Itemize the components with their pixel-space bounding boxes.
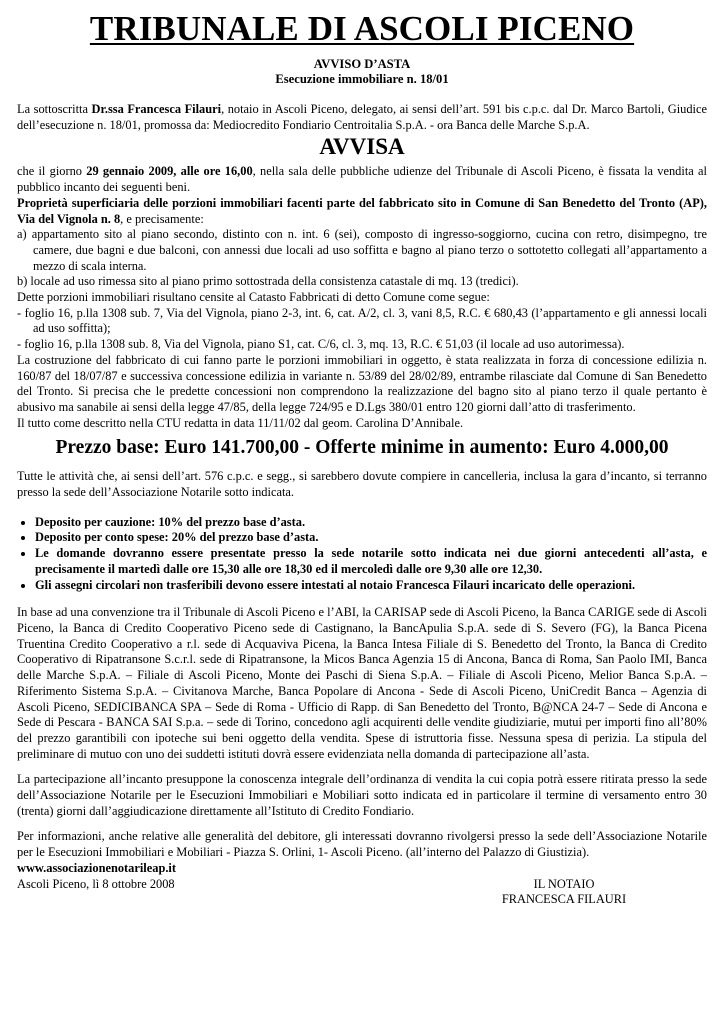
court-title: TRIBUNALE DI ASCOLI PICENO: [89, 9, 635, 48]
property-item-a: a) appartamento sito al piano secondo, distinto con n. int. 6 (sei), composto di ingresso-soggiorno, cucina con retro, disimpegno, tre camere, due bagni e due balconi, con annessi due locali ad uso soffitta e bagno al piano terzo o sottotetto collegati all’appartamento a mezzo di scala interna.: [17, 227, 707, 273]
base-price-heading: Prezzo base: Euro 141.700,00 - Offerte minime in aumento: Euro 4.000,00: [55, 437, 669, 459]
avvisa-heading: AVVISA: [319, 134, 405, 160]
list-item: • Gli assegni circolari non trasferibili devono essere intestati al notaio Francesca Filauri incaricato delle operazioni.: [35, 578, 707, 594]
property-item-b: b) locale ad uso rimessa sito al piano primo sottostrada della consistenza catastale di mq. 13 (tredici).: [17, 274, 519, 289]
list-item: • Deposito per conto spese: 20% del prezzo base d’asta.: [35, 530, 707, 546]
intro-paragraph: La sottoscritta Dr.ssa Francesca Filauri, notaio in Ascoli Piceno, delegato, ai sensi dell’art. 591 bis c.p.c. dal Dr. Marco Bartoli, Giudice dell’esecuzione n. 18/01, promossa da: Mediocredito Fondiario Centroitalia S.p.A. - ora Banca delle Marche S.p.A.: [17, 102, 707, 132]
signature-name: FRANCESCA FILAURI: [501, 892, 627, 907]
information-paragraph: Per informazioni, anche relative alle generalità del debitore, gli interessati dovranno rivolgersi presso la sede dell’Associazione Notarile per le Esecuzioni Immobiliari e Mobiliari - Piazza S. Orlini, 1- Ascoli Piceno. (all’interno del Palazzo di Giustizia).: [17, 829, 707, 860]
list-item: • Deposito per cauzione: 10% del prezzo base d’asta.: [35, 515, 707, 531]
participation-paragraph: La partecipazione all’incanto presuppone la conoscenza integrale dell’ordinanza di vendita la cui copia potrà essere ritirata presso la sede dell’Associazione Notarile per le Esecuzioni Immobiliari e Mobiliari sotto indicata ed in particolare il termine di versamento entro 30 (trenta) giorni dall’aggiudicazione direttamente all’Istituto di Credito Fondiario.: [17, 772, 707, 818]
construction-paragraph: La costruzione del fabbricato di cui fanno parte le porzioni immobiliari in oggetto, è stata realizzata in forza di concessione edilizia n. 160/87 del 18/07/87 e successiva concessione edilizia in variante n. 53/89 del 28/02/89, entrambe rilasciate dal Comune di San Benedetto del Tronto. Si precisa che le predette concessioni non comprendono la realizzazione del bagno sito al piano terzo il quale pertanto è abusivo ma sanabile ai sensi della legge 47/85, della legge 724/95 e D.Lgs 380/01 entro 120 giorni dall’atto di trasferimento.: [17, 352, 707, 414]
ctu-paragraph: Il tutto come descritto nella CTU redatta in data 11/11/02 dal geom. Carolina D’Annibale.: [17, 415, 464, 430]
property-description: Proprietà superficiaria delle porzioni immobiliari facenti parte del fabbricato sito in Comune di San Benedetto del Tronto (AP), Via del Vignola n. 8: [17, 195, 707, 226]
signature-block: [479, 877, 649, 908]
catasto-entry-2: - foglio 16, p.lla 1308 sub. 8, Via del Vignola, piano S1, cat. C/6, cl. 3, mq. 13, R.C. € 51,03 (il locale ad uso autorimessa).: [17, 337, 625, 352]
website-link[interactable]: www.associazionenotarileap.it: [17, 860, 177, 875]
notice-subtitle: AVVISO D’ASTA: [313, 57, 411, 71]
list-item: • Le domande dovranno essere presentate presso la sede notarile sotto indicata nei due giorni antecedenti all’asta, e precisamente il martedì dalle ore 15,30 alle ore 18,30 ed il mercoledì dalle ore 9,30 alle ore 12,30.: [35, 546, 707, 577]
place-date: Ascoli Piceno, lì 8 ottobre 2008: [17, 876, 175, 891]
property-paragraph: Proprietà superficiaria delle porzioni immobiliari facenti parte del fabbricato sito in Comune di San Benedetto del Tronto (AP), Via del Vignola n. 8, e precisamente:: [17, 195, 707, 226]
agreement-paragraph: In base ad una convenzione tra il Tribunale di Ascoli Piceno e l’ABI, la CARISAP sede di Ascoli Piceno, la Banca CARIGE sede di Ascoli Piceno, la Banca di Credito Cooperativo Piceno sede di Castignano, la BancApulia S.p.A. sede di S. Severo (FG), la Banca Picena Truentina Credito Cooperativo a r.l. sede di Acquaviva Picena, la Banca Intesa Filiale di S. Benedetto del Tronto, la Banca di Credito Cooperativo di Ripatransone S.c.r.l. sede di Ripatransone, la Micos Banca Agenzia 15 di Ancona, Banca di Roma, San Paolo IMI, Banca delle Marche S.p.A. – Filiale di Ascoli Piceno, Monte dei Paschi di Siena S.p.A. – Filiale di Ascoli Piceno, Melior Banca S.p.A. – Riferimento Sistema S.p.A. – Civitanova Marche, Banca Popolare di Ancona - Sede di Ascoli Piceno, UniCredit Banca – Agenzia di Ascoli Piceno, SEDICIBANCA SPA – Sede di Roma - Ufficio di Rapp. di San Benedetto del Tronto, B@NCA 24-7 – Sede di Ancona e Sede di Pescara - BANCA SAI S.p.a. – sede di Torino, concedono agli acquirenti delle vendite giudiziarie, mutui per importi fino all’80% del prezzo garantibili con ipoteche sui beni oggetto della vendita. Spese di istruttoria fisse. Nessuna spesa di perizia. La stipula del preliminare di mutuo con uno dei suddetti istituti dovrà essere evidenziata nella domanda di partecipazione all’asta.: [17, 605, 707, 761]
case-number: Esecuzione immobiliare n. 18/01: [275, 72, 449, 86]
catasto-entry-1: - foglio 16, p.lla 1308 sub. 7, Via del Vignola, piano 2-3, int. 6, cat. A/2, cl. 3, vani 8,5, R.C. € 680,43 (l’appartamento e gli annessi locali ad uso soffitta);: [17, 305, 707, 336]
catasto-intro: Dette porzioni immobiliari risultano censite al Catasto Fabbricati di detto Comune come segue:: [17, 290, 490, 305]
conditions-list: [17, 515, 707, 594]
sale-date: 29 gennaio 2009, alle ore 16,00: [86, 164, 253, 179]
sale-paragraph: che il giorno 29 gennaio 2009, alle ore 16,00, nella sala delle pubbliche udienze del Tribunale di Ascoli Piceno, è fissata la vendita al pubblico incanto dei seguenti beni.: [17, 164, 707, 195]
signature-role: IL NOTAIO: [533, 876, 595, 891]
footer: [17, 877, 707, 908]
activities-paragraph: Tutte le attività che, ai sensi dell’art. 576 c.p.c. e segg., si sarebbero dovute compiere in cancelleria, inclusa la gara d’incanto, si terranno presso la sede dell’Associazione Notarile sotto indicata.: [17, 469, 707, 500]
notary-name: Dr.ssa Francesca Filauri: [91, 102, 222, 116]
